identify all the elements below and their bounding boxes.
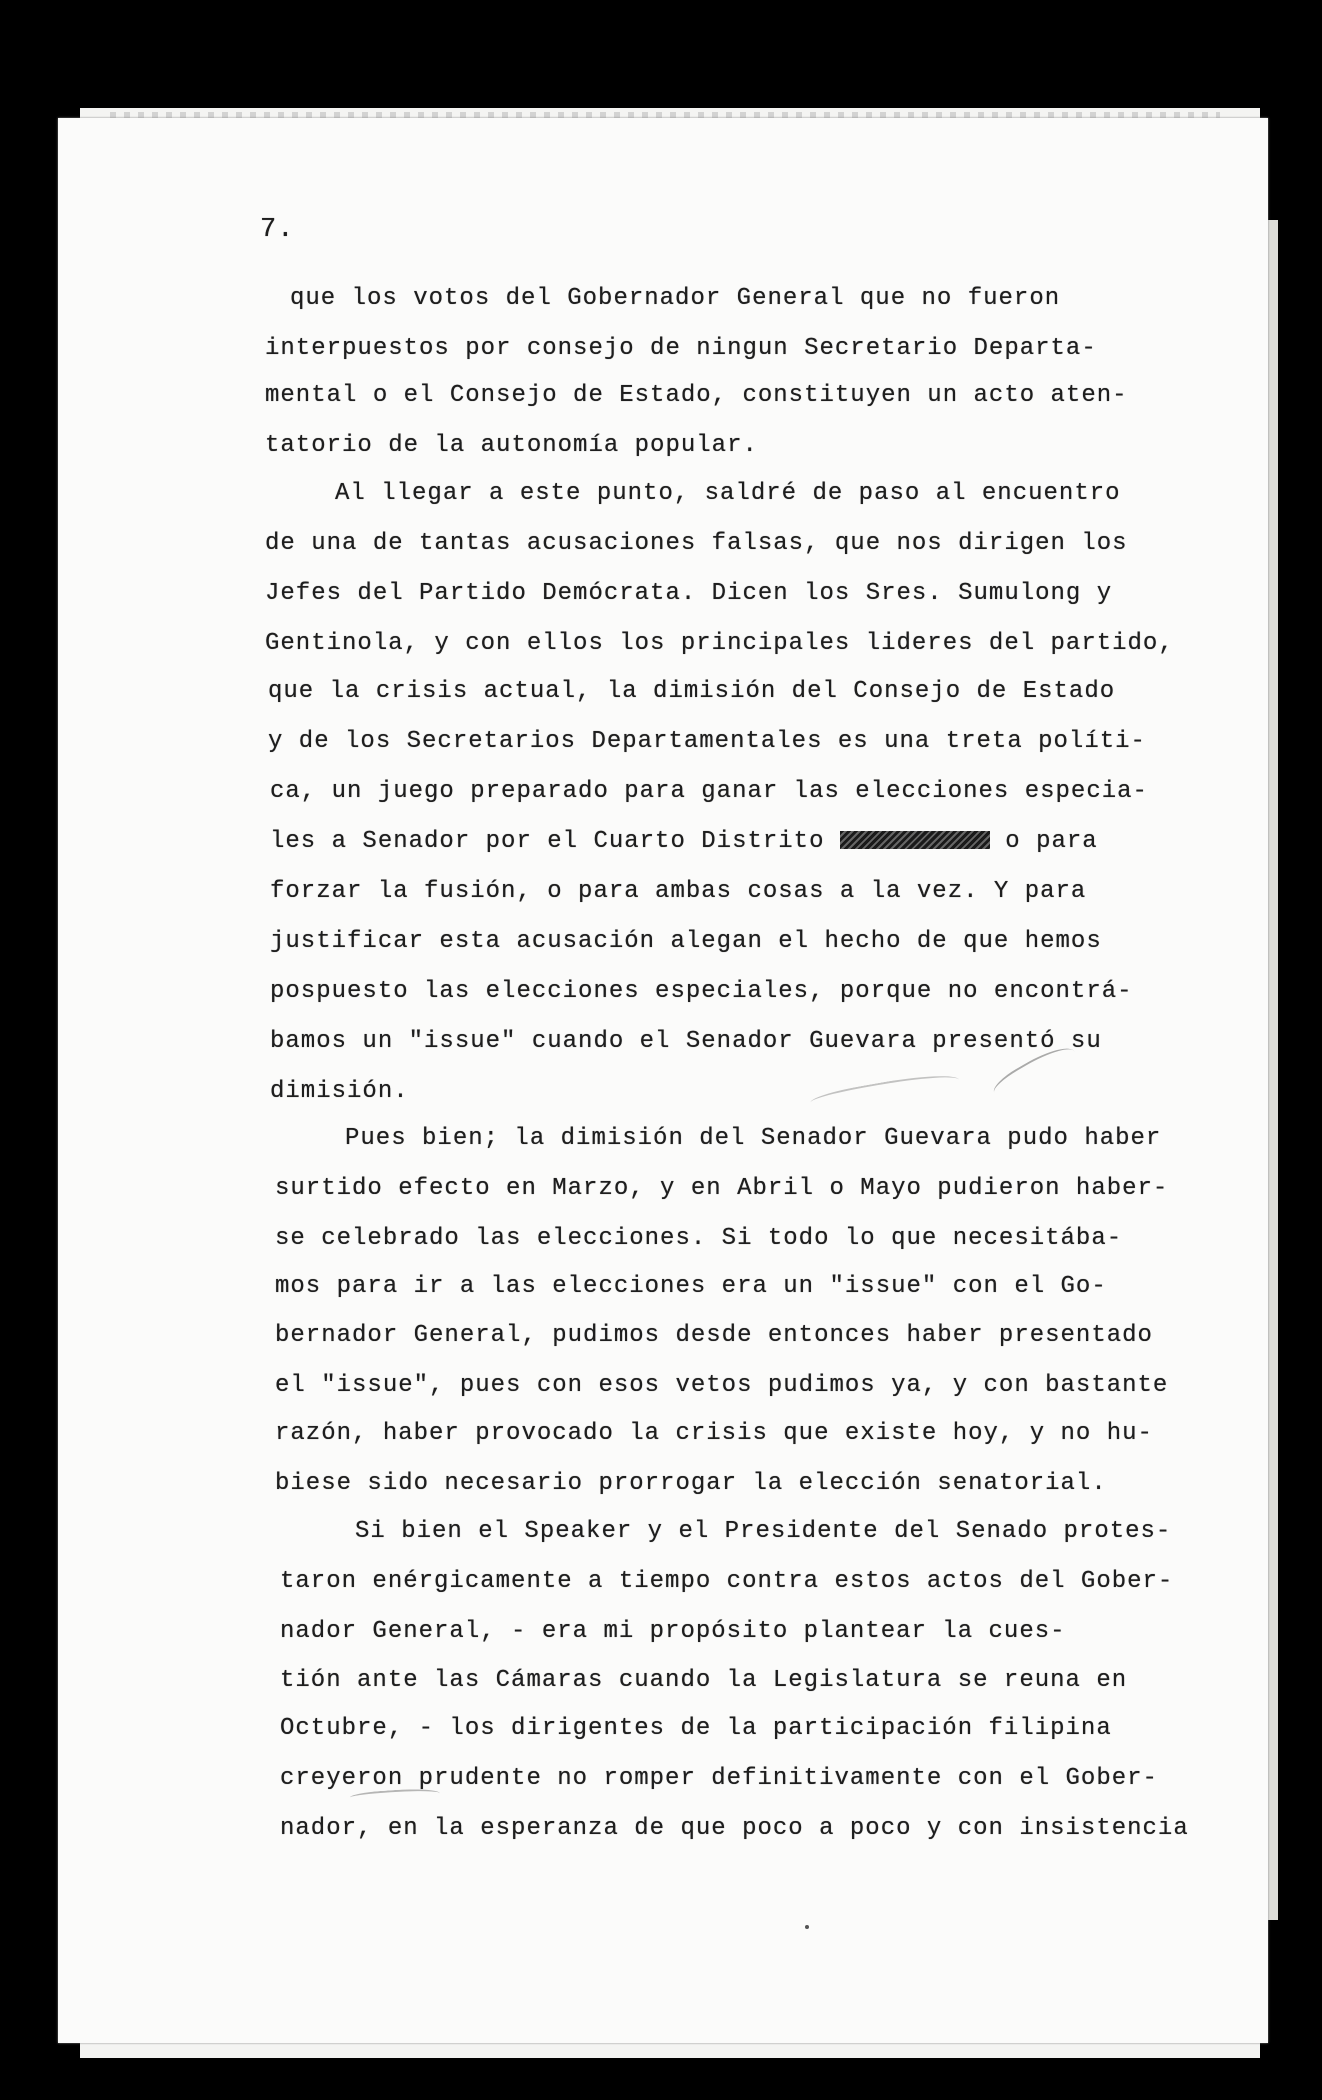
text-line: de una de tantas acusaciones falsas, que nos dirigen los — [265, 530, 1128, 557]
text-line: Gentinola, y con ellos los principales lideres del partido, — [265, 630, 1174, 657]
text-line: mos para ir a las elecciones era un "issue" con el Go- — [275, 1273, 1107, 1300]
text-line: Si bien el Speaker y el Presidente del Senado protes- — [355, 1518, 1172, 1545]
text-line: el "issue", pues con esos vetos pudimos ya, y con bastante — [275, 1372, 1169, 1399]
text-line: justificar esta acusación alegan el hecho de que hemos — [270, 928, 1102, 955]
text-line: biese sido necesario prorrogar la elección senatorial. — [275, 1470, 1107, 1497]
text-line: Jefes del Partido Demócrata. Dicen los Sres. Sumulong y — [265, 580, 1113, 607]
text-line: interpuestos por consejo de ningun Secretario Departa- — [265, 335, 1097, 362]
text-line: razón, haber provocado la crisis que existe hoy, y no hu- — [275, 1420, 1153, 1447]
text-line: forzar la fusión, o para ambas cosas a la vez. Y para — [270, 878, 1087, 905]
text-line: surtido efecto en Marzo, y en Abril o Mayo pudieron haber- — [275, 1175, 1169, 1202]
text-line: Pues bien; la dimisión del Senador Guevara pudo haber — [345, 1125, 1162, 1152]
text-line: pospuesto las elecciones especiales, porque no encontrá- — [270, 978, 1133, 1005]
struck-out-word — [840, 831, 990, 849]
text-line: se celebrado las elecciones. Si todo lo que necesitába- — [275, 1225, 1123, 1252]
text-line: taron enérgicamente a tiempo contra estos actos del Gober- — [280, 1568, 1174, 1595]
text-line: tión ante las Cámaras cuando la Legislatura se reuna en — [280, 1667, 1128, 1694]
text-line: les a Senador por el Cuarto Distrito — [270, 828, 825, 855]
text-line: y de los Secretarios Departamentales es una treta políti- — [268, 728, 1146, 755]
text-line-suffix: o para — [1005, 828, 1098, 855]
text-line: nador, en la esperanza de que poco a poco y con insistencia — [280, 1815, 1189, 1842]
text-line: bamos un "issue" cuando el Senador Guevara presentó su — [270, 1028, 1102, 1055]
text-line-with-strike — [270, 828, 1098, 855]
text-line: ca, un juego preparado para ganar las elecciones especia- — [270, 778, 1148, 805]
text-line: que los votos del Gobernador General que no fueron — [290, 285, 1061, 312]
text-line: mental o el Consejo de Estado, constituyen un acto aten- — [265, 382, 1128, 409]
text-line: tatorio de la autonomía popular. — [265, 432, 758, 459]
text-line: Octubre, - los dirigentes de la participación filipina — [280, 1715, 1112, 1742]
page-number: 7. — [260, 215, 295, 245]
ink-dot — [805, 1925, 809, 1929]
text-line: Al llegar a este punto, saldré de paso al encuentro — [335, 480, 1121, 507]
text-line: que la crisis actual, la dimisión del Consejo de Estado — [268, 678, 1116, 705]
text-line: creyeron prudente no romper definitivamente con el Gober- — [280, 1765, 1158, 1792]
text-line: bernador General, pudimos desde entonces haber presentado — [275, 1322, 1153, 1349]
text-line: nador General, - era mi propósito plantear la cues- — [280, 1618, 1066, 1645]
text-line: dimisión. — [270, 1078, 409, 1105]
